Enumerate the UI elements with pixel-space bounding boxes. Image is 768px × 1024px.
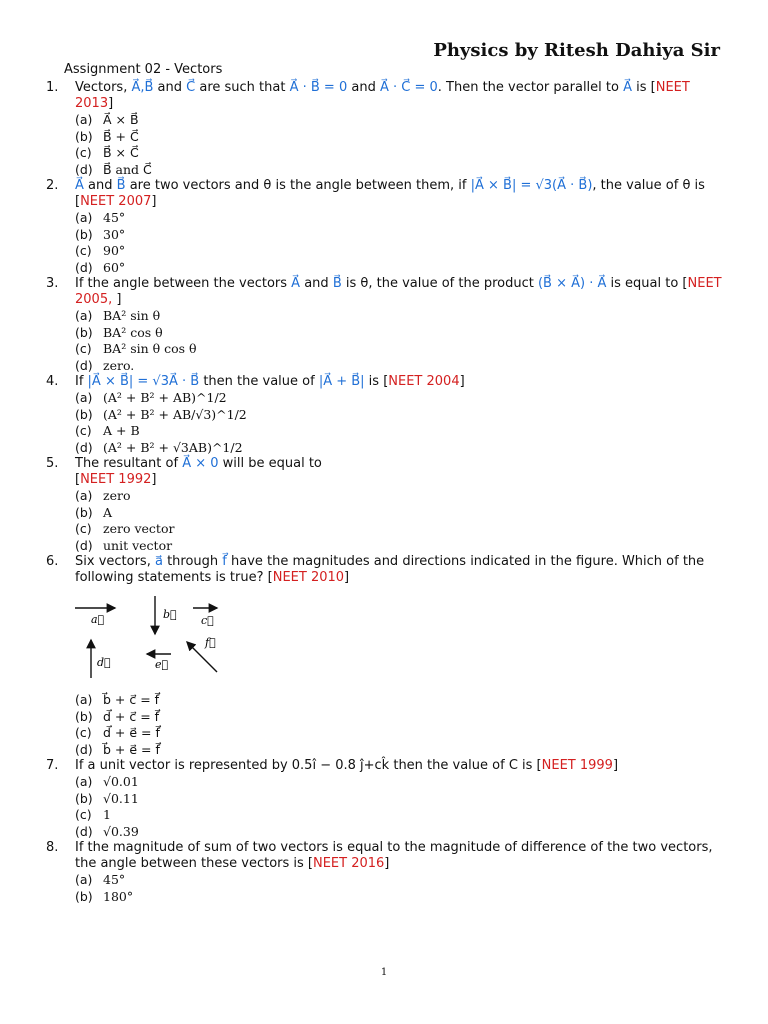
vector-b-label: b⃗ — [163, 608, 177, 621]
answer-option — [75, 692, 726, 709]
math-expression: A⃗ · C⃗ = 0 — [379, 80, 438, 95]
option-value: zero vector — [103, 521, 175, 536]
question-text — [75, 178, 726, 210]
option-letter: (a) — [75, 390, 93, 405]
question-text-segment: is θ, the value of the product — [341, 276, 538, 291]
question-text-segment: ] — [344, 570, 350, 585]
question-text-segment: If the magnitude of sum of two vectors is equal to the magnitude of difference of the two vectors, the angle between these vectors is [ — [75, 840, 713, 871]
option-value: BA² cos θ — [103, 324, 163, 340]
answer-option — [75, 774, 726, 791]
question-text-segment: , the value of θ is [ — [75, 178, 705, 209]
option-letter: (a) — [75, 308, 93, 323]
question-8 — [46, 840, 726, 905]
answer-option — [75, 145, 726, 162]
answer-option — [75, 824, 726, 841]
question-text — [75, 80, 726, 112]
option-letter: (d) — [75, 259, 93, 275]
option-letter: (b) — [75, 406, 93, 422]
question-text — [75, 456, 726, 488]
option-letter: (b) — [75, 504, 93, 520]
option-list — [75, 692, 726, 758]
question-text-segment: is [ — [632, 80, 656, 95]
exam-reference: NEET 1999 — [541, 758, 613, 773]
answer-option — [75, 521, 726, 538]
question-text-segment: If — [75, 374, 88, 389]
answer-option — [75, 358, 726, 375]
option-list — [75, 112, 726, 178]
answer-option — [75, 538, 726, 555]
answer-option — [75, 210, 726, 227]
vector-a-label: a⃗ — [91, 613, 105, 626]
option-letter: (a) — [75, 692, 93, 707]
question-text-segment: . Then the vector parallel to — [437, 80, 624, 95]
math-expression: B⃗ — [332, 276, 342, 291]
answer-option — [75, 791, 726, 808]
math-expression: A⃗ × 0 — [182, 456, 219, 471]
option-value: (A² + B² + √3AB)^1/2 — [103, 439, 243, 455]
question-5 — [46, 456, 726, 554]
option-value: d⃗ + e⃗ = f⃗ — [103, 725, 160, 740]
option-value: A⃗ × B⃗ — [103, 112, 139, 127]
vector-figure-svg — [75, 596, 235, 684]
question-number: 5. — [46, 456, 59, 471]
exam-reference: NEET 1992 — [80, 472, 152, 487]
option-letter: (d) — [75, 439, 93, 455]
answer-option — [75, 440, 726, 457]
vector-c-label: c⃗ — [201, 614, 214, 627]
answer-option — [75, 423, 726, 440]
option-letter: (c) — [75, 725, 92, 740]
option-value: 1 — [103, 807, 111, 822]
math-expression: f⃗ — [222, 554, 227, 569]
option-letter: (b) — [75, 790, 93, 806]
question-text-segment: If a unit vector is represented by 0.5î − 0.8 ĵ+ck̂ then the value of C is [ — [75, 758, 542, 773]
page-header-title: Physics by Ritesh Dahiya Sir — [433, 40, 720, 61]
option-letter: (b) — [75, 226, 93, 242]
exam-reference: NEET 2007 — [80, 194, 152, 209]
option-value: B⃗ and C⃗ — [103, 161, 152, 177]
question-text-segment: ] — [116, 292, 122, 307]
question-number: 8. — [46, 840, 59, 855]
option-letter: (b) — [75, 708, 93, 724]
option-value: B⃗ + C⃗ — [103, 128, 139, 144]
option-value: 30° — [103, 226, 126, 242]
option-value: BA² sin θ — [103, 308, 161, 323]
option-letter: (c) — [75, 243, 92, 258]
question-text-segment: ] — [151, 472, 157, 487]
answer-option — [75, 112, 726, 129]
question-number: 7. — [46, 758, 59, 773]
option-value: unit vector — [103, 537, 173, 553]
option-value: √0.01 — [103, 774, 139, 789]
question-text-segment: will be equal to — [218, 456, 322, 471]
question-6 — [46, 554, 726, 758]
vector-d-label: d⃗ — [97, 656, 111, 669]
question-text-segment: If the angle between the vectors — [75, 276, 292, 291]
question-text-segment: have the magnitudes and directions indicated in the figure. Which of the following statements is true? [ — [75, 554, 705, 585]
option-letter: (c) — [75, 145, 92, 160]
question-text-segment: and — [153, 80, 187, 95]
math-expression: |A⃗ + B⃗| — [318, 374, 365, 389]
option-value: (A² + B² + AB)^1/2 — [103, 390, 227, 405]
math-expression: (B⃗ × A⃗) · A⃗ — [537, 276, 607, 291]
question-text — [75, 374, 726, 390]
option-letter: (a) — [75, 210, 93, 225]
option-value: BA² sin θ cos θ — [103, 341, 197, 356]
option-value: A + B — [103, 423, 140, 438]
math-expression: B⃗ — [116, 178, 126, 193]
answer-option — [75, 505, 726, 522]
question-number: 6. — [46, 554, 59, 569]
option-value: √0.11 — [103, 790, 139, 806]
question-text — [75, 554, 726, 586]
math-expression: A⃗ · B⃗ = 0 — [289, 80, 348, 95]
answer-option — [75, 341, 726, 358]
option-value: A — [103, 504, 113, 520]
option-value: zero — [103, 488, 131, 503]
question-text-segment: through — [162, 554, 223, 569]
question-text — [75, 840, 726, 872]
vector-f-label: f⃗ — [205, 636, 216, 649]
option-letter: (a) — [75, 488, 93, 503]
exam-reference: NEET 2013 — [75, 80, 690, 111]
question-text-segment: [ — [75, 472, 81, 487]
question-text-segment: are such that — [195, 80, 290, 95]
option-value: (A² + B² + AB/√3)^1/2 — [103, 406, 247, 422]
option-letter: (a) — [75, 774, 93, 789]
question-text-segment: and — [300, 276, 333, 291]
answer-option — [75, 243, 726, 260]
option-value: √0.39 — [103, 823, 139, 839]
math-expression: A⃗ — [291, 276, 301, 291]
math-expression: |A⃗ × B⃗| = √3A⃗ · B⃗ — [87, 374, 200, 389]
question-text-segment: ] — [384, 856, 390, 871]
answer-option — [75, 742, 726, 759]
assignment-title: Assignment 02 - Vectors — [64, 62, 223, 77]
answer-option — [75, 872, 726, 889]
answer-option — [75, 407, 726, 424]
option-letter: (a) — [75, 112, 93, 127]
option-letter: (c) — [75, 807, 92, 822]
option-letter: (c) — [75, 521, 92, 536]
question-number: 4. — [46, 374, 59, 389]
question-text — [75, 276, 726, 308]
option-value: d⃗ + c⃗ = f⃗ — [103, 708, 160, 724]
question-text-segment: Vectors, — [75, 80, 132, 95]
answer-option — [75, 227, 726, 244]
option-letter: (b) — [75, 324, 93, 340]
question-text-segment: ] — [151, 194, 157, 209]
question-7 — [46, 758, 726, 840]
exam-reference: NEET 2005, — [75, 276, 722, 307]
question-text-segment: The resultant of — [75, 456, 183, 471]
answer-option — [75, 129, 726, 146]
option-letter: (d) — [75, 741, 93, 757]
question-1 — [46, 80, 726, 178]
question-text-segment: is [ — [364, 374, 389, 389]
option-value: 60° — [103, 259, 126, 275]
question-number: 3. — [46, 276, 59, 291]
question-3 — [46, 276, 726, 374]
exam-reference: NEET 2010 — [272, 570, 345, 585]
option-letter: (d) — [75, 823, 93, 839]
option-value: b⃗ + c⃗ = f⃗ — [103, 692, 160, 707]
option-value: 90° — [103, 243, 126, 258]
math-expression: A⃗ — [623, 80, 632, 95]
question-number: 2. — [46, 178, 59, 193]
option-value: b⃗ + e⃗ = f⃗ — [103, 741, 160, 757]
option-list — [75, 390, 726, 456]
question-text-segment: ] — [612, 758, 619, 773]
exam-reference: NEET 2004 — [388, 374, 460, 389]
option-list — [75, 774, 726, 840]
option-letter: (d) — [75, 537, 93, 553]
option-value: B⃗ × C⃗ — [103, 145, 139, 160]
vector-figure — [75, 596, 235, 684]
option-letter: (d) — [75, 161, 93, 177]
math-expression: A⃗,B⃗ — [131, 80, 154, 95]
math-expression: C⃗ — [186, 80, 196, 95]
answer-option — [75, 308, 726, 325]
option-letter: (c) — [75, 341, 92, 356]
answer-option — [75, 889, 726, 906]
answer-option — [75, 260, 726, 277]
question-text-segment: ] — [459, 374, 465, 389]
question-2 — [46, 178, 726, 276]
exam-reference: NEET 2016 — [312, 856, 385, 871]
answer-option — [75, 390, 726, 407]
answer-option — [75, 488, 726, 505]
answer-option — [75, 162, 726, 179]
option-letter: (b) — [75, 888, 93, 904]
page-number: 1 — [380, 967, 388, 978]
option-letter: (d) — [75, 357, 93, 373]
answer-option — [75, 725, 726, 742]
answer-option — [75, 709, 726, 726]
question-text-segment: and — [347, 80, 380, 95]
option-letter: (c) — [75, 423, 92, 438]
question-text-segment: then the value of — [199, 374, 319, 389]
question-text-segment: ] — [108, 96, 114, 111]
math-expression: A⃗ — [75, 178, 84, 193]
option-list — [75, 872, 726, 905]
question-list — [46, 80, 726, 905]
option-list — [75, 308, 726, 374]
option-value: 45° — [103, 210, 126, 225]
question-text-segment: are two vectors and θ is the angle between them, if — [125, 178, 471, 193]
option-list — [75, 488, 726, 554]
option-value: 180° — [103, 888, 134, 904]
math-expression: a⃗ — [154, 554, 163, 569]
question-text — [75, 758, 726, 774]
option-letter: (b) — [75, 128, 93, 144]
question-text-segment: is equal to [ — [606, 276, 688, 291]
question-number: 1. — [46, 80, 59, 95]
answer-option — [75, 325, 726, 342]
vector-e-label: e⃗ — [155, 658, 169, 671]
math-expression: |A⃗ × B⃗| = √3(A⃗ · B⃗) — [470, 178, 593, 193]
question-4 — [46, 374, 726, 456]
option-value: 45° — [103, 872, 126, 887]
question-text-segment: and — [83, 178, 117, 193]
option-value: zero. — [103, 357, 135, 373]
answer-option — [75, 807, 726, 824]
option-list — [75, 210, 726, 276]
option-letter: (a) — [75, 872, 93, 887]
question-text-segment: Six vectors, — [75, 554, 155, 569]
